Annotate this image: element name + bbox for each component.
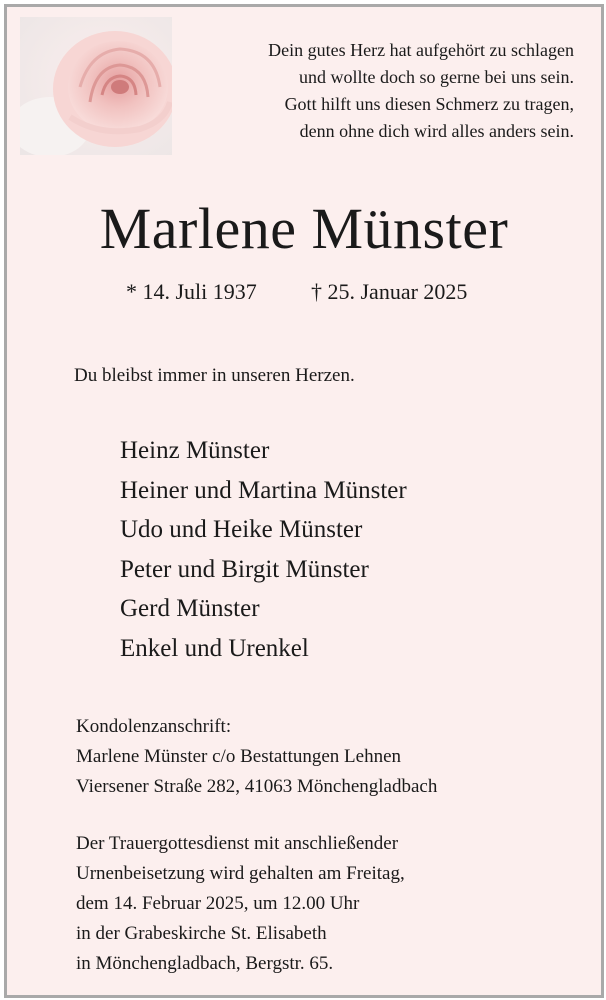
deceased-name: Marlene Münster — [99, 196, 509, 261]
service-info — [76, 829, 405, 979]
service-line: Urnenbeisetzung wird gehalten am Freitag, — [76, 863, 405, 884]
obituary-notice — [4, 4, 604, 998]
condolence-line: Viersener Straße 282, 41063 Mönchengladbach — [76, 776, 438, 797]
family-list — [120, 431, 407, 669]
death-date: † 25. Januar 2025 — [311, 279, 468, 304]
rose-photo — [20, 17, 172, 155]
family-member: Enkel und Urenkel — [120, 634, 309, 662]
service-line: in der Grabeskirche St. Elisabeth — [76, 923, 327, 944]
family-member: Heiner und Martina Münster — [120, 476, 407, 504]
service-line: Der Trauergottesdienst mit anschließender — [76, 833, 399, 854]
condolence-line: Marlene Münster c/o Bestattungen Lehnen — [76, 746, 402, 767]
service-line: in Mönchengladbach, Bergstr. 65. — [76, 953, 334, 974]
family-member: Heinz Münster — [120, 437, 270, 464]
service-line: dem 14. Februar 2025, um 12.00 Uhr — [76, 893, 360, 914]
family-member: Gerd Münster — [120, 595, 260, 623]
poem-line: Gott hilft uns diesen Schmerz zu tragen, — [284, 94, 574, 114]
poem — [268, 37, 574, 145]
poem-line: und wollte doch so gerne bei uns sein. — [299, 67, 574, 87]
condolence-address — [76, 712, 437, 802]
birth-date: * 14. Juli 1937 — [126, 279, 257, 304]
family-member: Peter und Birgit Münster — [120, 555, 369, 583]
rose-icon — [20, 17, 172, 155]
poem-line: Dein gutes Herz hat aufgehört zu schlagen — [268, 40, 574, 60]
condolence-line: Kondolenzanschrift: — [76, 716, 232, 737]
poem-line: denn ohne dich wird alles anders sein. — [299, 121, 574, 141]
family-member: Udo und Heike Münster — [120, 516, 363, 544]
motto: Du bleibst immer in unseren Herzen. — [74, 365, 355, 386]
